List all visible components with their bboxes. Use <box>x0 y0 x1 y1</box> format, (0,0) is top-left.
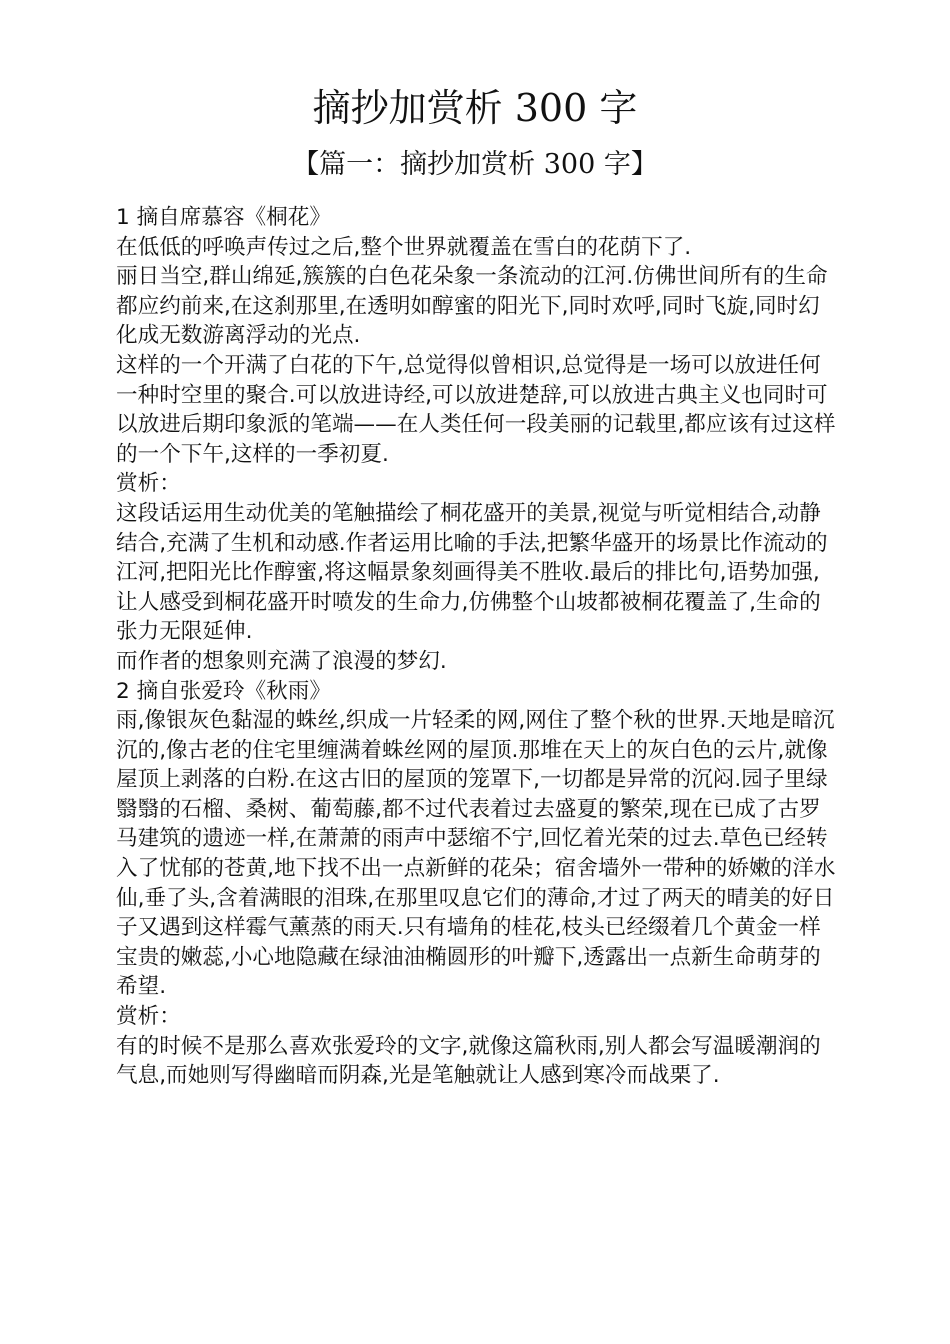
analysis-paragraph: 有的时候不是那么喜欢张爱玲的文字,就像这篇秋雨,别人都会写温暖潮润的气息,而她则写得幽暗而阴森,光是笔触就让人感到寒冷而战栗了. <box>116 1033 821 1089</box>
excerpt-paragraph: 这样的一个开满了白花的下午,总觉得似曾相识,总觉得是一场可以放进任何一种时空里的聚合.可以放进诗经,可以放进楚辞,可以放进古典主义也同时可以放进后期印象派的笔端——在人类任何一段美丽的记载里,都应该有过这样的一个下午,这样的一季初夏. <box>116 352 836 467</box>
section-heading: 2 摘自张爱玲《秋雨》 <box>116 678 331 704</box>
analysis-paragraph: 这段话运用生动优美的笔触描绘了桐花盛开的美景,视觉与听觉相结合,动静结合,充满了生机和动感.作者运用比喻的手法,把繁华盛开的场景比作流动的江河,把阳光比作醇蜜,将这幅景象刻画得美不胜收.最后的排比句,语势加强,让人感受到桐花盛开时喷发的生命力,仿佛整个山坡都被桐花覆盖了,生命的张力无限延伸. <box>116 500 828 645</box>
excerpt-paragraph: 在低低的呼唤声传过之后,整个世界就覆盖在雪白的花荫下了. <box>116 234 692 260</box>
document-body <box>116 203 836 1091</box>
excerpt-paragraph: 丽日当空,群山绵延,簇簇的白色花朵象一条流动的江河.仿佛世间所有的生命都应约前来,在这刹那里,在透明如醇蜜的阳光下,同时欢呼,同时飞旋,同时幻化成无数游离浮动的光点. <box>116 264 828 349</box>
analysis-label: 赏析： <box>116 471 181 497</box>
analysis-paragraph: 而作者的想象则充满了浪漫的梦幻. <box>116 648 447 674</box>
analysis-label: 赏析： <box>116 1004 181 1030</box>
page-title: 摘抄加赏析 300 字 <box>312 86 638 130</box>
excerpt-paragraph: 雨,像银灰色黏湿的蛛丝,织成一片轻柔的网,网住了整个秋的世界.天地是暗沉沉的,像古老的住宅里缠满着蛛丝网的屋顶.那堆在天上的灰白色的云片,就像屋顶上剥落的白粉.在这古旧的屋顶的笼罩下,一切都是异常的沉闷.园子里绿翳翳的石榴、桑树、葡萄藤,都不过代表着过去盛夏的繁荣,现在已成了古罗马建筑的遗迹一样,在萧萧的雨声中瑟缩不宁,回忆着光荣的过去.草色已经转入了忧郁的苍黄,地下找不出一点新鲜的花朵；宿舍墙外一带种的娇嫩的洋水仙,垂了头,含着满眼的泪珠,在那里叹息它们的薄命,才过了两天的晴美的好日子又遇到这样霉气薰蒸的雨天.只有墙角的桂花,枝头已经缀着几个黄金一样宝贵的嫩蕊,小心地隐藏在绿油油椭圆形的叶瓣下,透露出一点新生命萌芽的希望. <box>116 708 836 1000</box>
page-subtitle: 【篇一：摘抄加赏析 300 字】 <box>292 149 658 180</box>
section-heading: 1 摘自席慕容《桐花》 <box>116 205 331 230</box>
